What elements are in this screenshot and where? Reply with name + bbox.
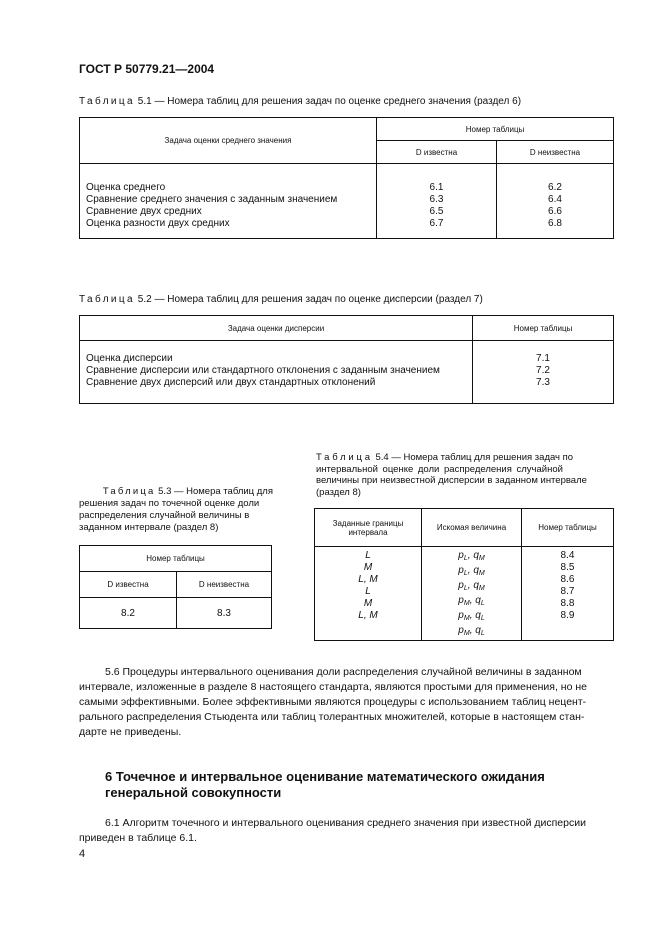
list-item: L, M (358, 574, 378, 585)
list-item: $p_M$, $q_L$ (458, 595, 485, 607)
header-table-number: Номер таблицы (473, 316, 614, 341)
header-d-known: D известна (80, 572, 177, 598)
list-item: Сравнение двух дисперсий или двух стандартных отклонений (86, 377, 376, 388)
header-table-number: Номер таблицы (80, 546, 272, 572)
paragraph-line: приведен в таблице 6.1. (79, 832, 197, 844)
list-item: 7.2 (536, 365, 550, 376)
paragraph-line: дарте не приведены. (79, 726, 182, 738)
header-d-known: D известна (377, 141, 497, 164)
document-header: ГОСТ Р 50779.21—2004 (79, 62, 215, 76)
list-item: 6.2 (548, 182, 562, 193)
table-5-2 (79, 315, 614, 404)
header-task: Задача оценки среднего значения (80, 118, 377, 164)
list-item: 6.1 (429, 182, 444, 193)
header-task: Задача оценки дисперсии (80, 316, 473, 341)
caption-text: 5.4 — Номера таблиц для решения задач по (375, 452, 574, 463)
caption-text: 5.3 — Номера таблиц для (158, 486, 273, 497)
table-5-4-caption (316, 452, 612, 498)
caption-text: величины при неизвестной дисперсии в заданном интервале (316, 475, 587, 486)
header-bounds: Заданные границы интервала (315, 509, 422, 547)
number-list (522, 547, 614, 641)
list-item: $p_L$, $q_M$ (458, 565, 485, 577)
list-item: 8.6 (560, 574, 575, 585)
paragraph-line: интервале, изложенные в разделе 8 настоящего стандарта, являются простыми для применения, но не (79, 681, 587, 693)
heading-line: генеральной совокупности (105, 785, 282, 800)
table-5-1-caption (79, 96, 521, 108)
bounds-list (315, 547, 422, 641)
header-d-unknown: D неизвестна (177, 572, 272, 598)
value-unknown: 8.3 (177, 598, 272, 629)
paragraph-line: рального распределения Стьюдента или таблиц толерантных множителей, которые в настоящем стан- (79, 711, 585, 723)
table-5-2-caption (79, 294, 483, 306)
list-item: 8.9 (560, 610, 575, 621)
list-item: L (365, 586, 371, 597)
caption-text: заданном интервале (раздел 8) (79, 522, 219, 533)
list-item: Оценка среднего (86, 182, 166, 193)
page-number: 4 (79, 848, 86, 860)
list-item: 8.5 (560, 562, 575, 573)
paragraph-5-6 (79, 665, 614, 740)
list-item: 6.5 (429, 206, 444, 217)
list-item: 6.6 (548, 206, 562, 217)
header-table-number: Номер таблицы (522, 509, 614, 547)
caption-label: Таблица (79, 294, 136, 305)
table-5-1 (79, 117, 614, 239)
list-item: 8.4 (560, 550, 575, 561)
table-5-3 (79, 545, 272, 629)
paragraph-line: 5.6 Процедуры интервального оценивания доли распределения случайной величины в заданном (105, 666, 582, 678)
list-item: M (363, 562, 373, 573)
list-item: $p_L$, $q_M$ (458, 550, 485, 562)
header-value: Искомая величина (422, 509, 522, 547)
paragraph-line: самыми эффективными. Более эффективными являются процедуры с использованием таблиц нецент- (79, 696, 587, 708)
table-5-3-caption (79, 486, 273, 534)
list-item: Оценка разности двух средних (86, 218, 230, 229)
caption-text: 5.1 — Номера таблиц для решения задач по оценке среднего значения (раздел 6) (137, 96, 522, 107)
list-item: L, M (358, 610, 378, 621)
heading-line: 6 Точечное и интервальное оценивание математического ожидания (105, 769, 545, 784)
paragraph-6-1 (79, 816, 614, 846)
task-list (80, 164, 377, 239)
list-item: 6.8 (548, 218, 562, 229)
number-values (473, 341, 614, 404)
caption-text: распределения случайной величины в (79, 510, 250, 521)
list-item: 8.7 (560, 586, 575, 597)
list-item: 7.1 (536, 353, 550, 364)
list-item: $p_L$, $q_M$ (458, 580, 485, 592)
unknown-values (497, 164, 614, 239)
list-item: 6.4 (548, 194, 562, 205)
known-values (377, 164, 497, 239)
list-item: M (363, 598, 373, 609)
list-item: 6.7 (429, 218, 444, 229)
caption-text: (раздел 8) (316, 486, 361, 498)
list-item: 8.8 (560, 598, 575, 609)
list-item: 7.3 (536, 377, 550, 388)
header-d-unknown: D неизвестна (497, 141, 614, 164)
value-known: 8.2 (121, 607, 135, 619)
list-item: Оценка дисперсии (86, 353, 173, 364)
list-item: $p_M$, $q_L$ (458, 610, 485, 622)
caption-label: Таблица (79, 96, 136, 107)
table-5-4 (314, 508, 614, 641)
list-item: $p_M$, $q_L$ (458, 625, 485, 637)
header-table-number: Номер таблицы (377, 118, 614, 141)
paragraph-line: 6.1 Алгоритм точечного и интервального оценивания среднего значения при известной дисперсии (105, 817, 586, 829)
caption-text: 5.2 — Номера таблиц для решения задач по оценке дисперсии (раздел 7) (137, 294, 483, 305)
value-list (422, 547, 522, 641)
task-list (80, 341, 473, 404)
list-item: 6.3 (429, 194, 444, 205)
list-item: Сравнение дисперсии или стандартного отклонения с заданным значением (86, 365, 440, 376)
section-6-heading (105, 769, 545, 801)
caption-label: Таблица (316, 452, 373, 463)
caption-label: Таблица (102, 486, 156, 497)
list-item: Сравнение среднего значения с заданным значением (86, 194, 338, 205)
list-item: Сравнение двух средних (86, 206, 202, 217)
caption-text: решения задач по точечной оценке доли (79, 498, 260, 509)
caption-text: интервальной оценке доли распределения случайной (316, 463, 563, 475)
list-item: L (365, 550, 371, 561)
